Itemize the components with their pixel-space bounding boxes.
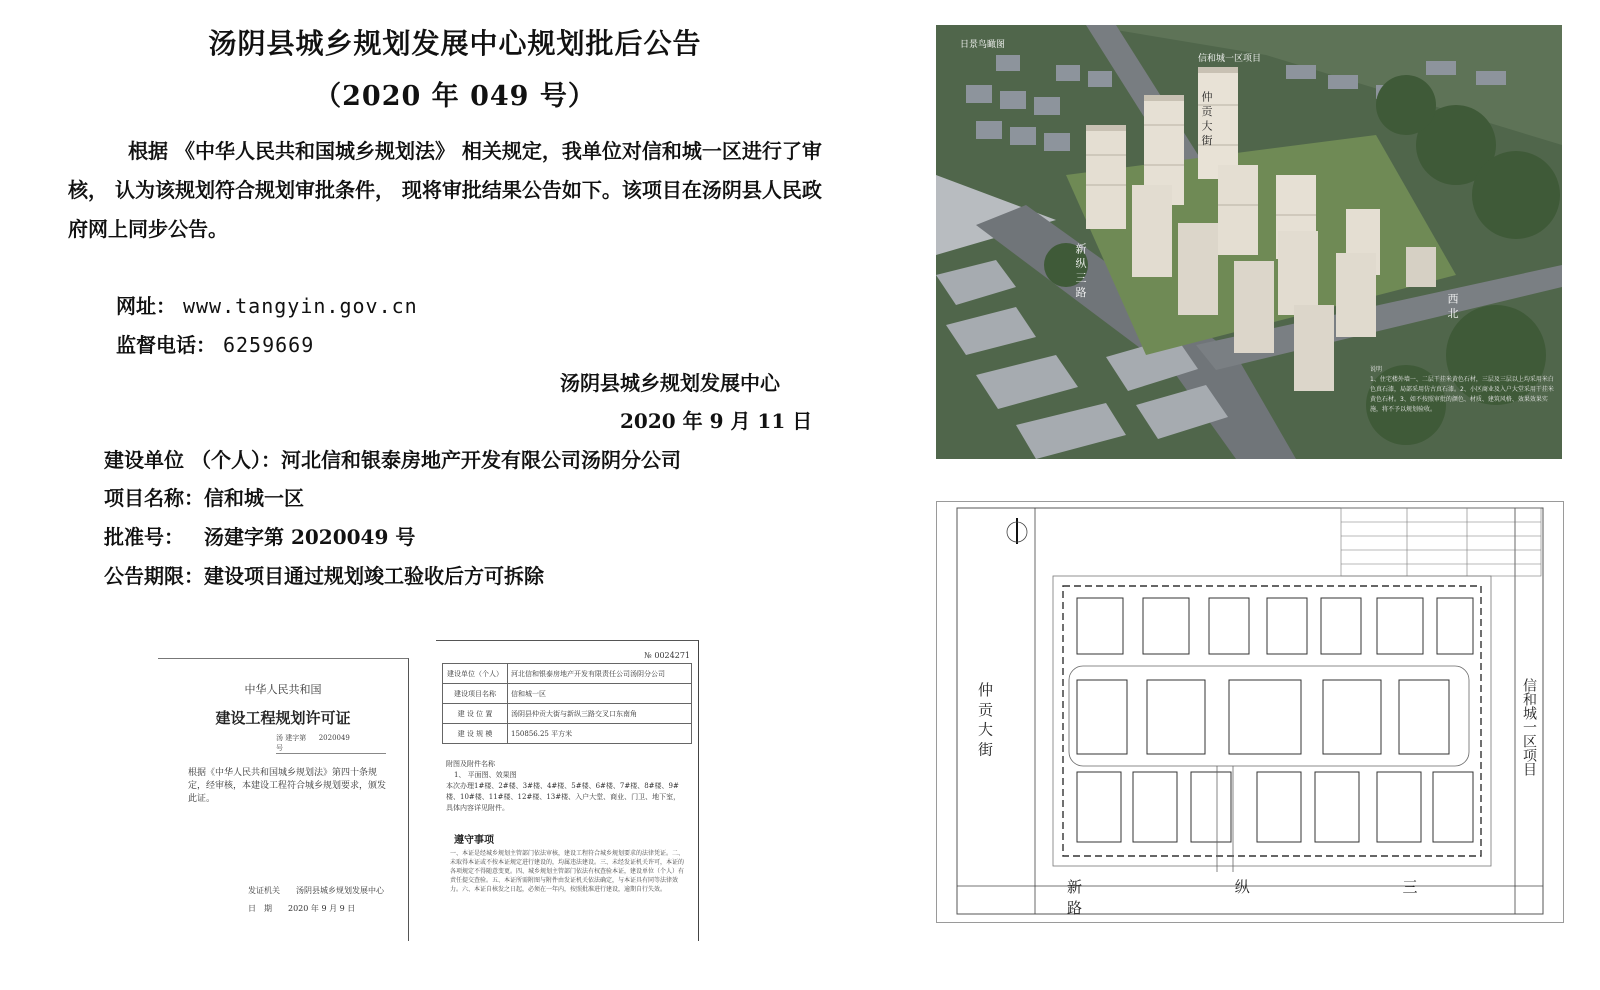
aerial-street-diagonal: 新 纵 三 路	[1074, 243, 1087, 298]
approval-label: 批准号：	[104, 525, 184, 549]
certificate-issuer-label: 发证机关	[248, 886, 280, 895]
notice-body-text: 根据 《中华人民共和国城乡规划法》 相关规定，我单位对信和城一区进行了审核， 认为该规划符合规划审批条件， 现将审批结果公告如下。该项目在汤阴县人民政府网上同步公告。	[68, 139, 822, 241]
approval-row	[104, 521, 415, 550]
builder-row	[104, 444, 681, 473]
certificate-serial: № 0024271	[644, 651, 690, 660]
site-plan	[936, 501, 1564, 923]
table-row	[443, 684, 692, 704]
certificate-issuer	[248, 885, 384, 896]
table-cell-key: 建 设 规 模	[443, 724, 508, 744]
aerial-notes-body: 1、住宅楼外墙一、二层干挂米黄色石材，三层及三层以上均采用米白色真石漆，局部采用仿古真石漆。2、小区商业及入户大堂采用干挂米黄色石材。3、如不按照审批的颜色、材质、建筑风格、效果效果实施，将不予以规划验收。	[1370, 376, 1554, 413]
approval-value: 汤建字第 2020049 号	[204, 525, 416, 549]
aerial-notes-title: 说明	[1370, 366, 1383, 373]
north-arrow-icon	[1007, 518, 1027, 544]
project-name-label: 项目名称：	[104, 486, 204, 510]
aerial-street-east: 西 北	[1446, 293, 1459, 319]
aerial-street-vertical: 仲 贡 大 街	[1200, 91, 1213, 146]
period-label: 公告期限：	[104, 564, 204, 588]
certificate-attachments	[446, 759, 686, 814]
building-footprints	[1077, 598, 1473, 842]
aerial-rendering	[936, 25, 1562, 459]
table-row	[443, 704, 692, 724]
builder-value: 河北信和银泰房地产开发有限公司汤阴分公司	[280, 448, 681, 472]
certificate-body: 根据《中华人民共和国城乡规划法》第四十条规定，经审核，本建设工程符合城乡规划要求，颁发此证。	[188, 768, 387, 804]
certificate-date-value: 2020 年 9 月 9 日	[288, 904, 356, 913]
certificate-number-prefix: 汤 建字第	[276, 734, 307, 742]
website-row	[116, 290, 418, 319]
aerial-caption: 日景鸟瞰图	[960, 40, 1006, 50]
certificate-cover	[158, 658, 409, 941]
certificate-title: 建设工程规划许可证	[215, 709, 351, 727]
certificate-country: 中华人民共和国	[244, 683, 322, 696]
phone-number: 6259669	[222, 333, 315, 357]
table-cell-key: 建设单位（个人）	[443, 664, 508, 684]
certificate-number-suffix: 号	[276, 744, 283, 752]
table-row	[443, 664, 692, 684]
notice-title: 汤阴县城乡规划发展中心规划批后公告	[208, 27, 702, 60]
plan-internal-roads	[1069, 666, 1469, 872]
table-cell-value: 150856.25 平方米	[508, 724, 692, 744]
table-cell-value: 汤阴县仲贡大街与新纵三路交叉口东南角	[508, 704, 692, 724]
project-name-value: 信和城一区	[204, 486, 304, 510]
website-link[interactable]: www.tangyin.gov.cn	[182, 294, 418, 318]
table-row	[443, 724, 692, 744]
permit-certificate	[158, 640, 714, 940]
notice-number: （2020 年 049 号）	[314, 81, 596, 112]
plan-street-west: 仲 贡 大 街	[976, 682, 994, 757]
period-row	[104, 560, 544, 589]
plan-project-label: 信和城一区项目	[1521, 678, 1537, 776]
period-value: 建设项目通过规划竣工验收后方可拆除	[204, 564, 544, 588]
aerial-notes	[1370, 365, 1554, 415]
plan-street-south: 新 纵 三 路	[1067, 878, 1492, 917]
phone-label: 监督电话：	[116, 333, 216, 357]
issuer-name: 汤阴县城乡规划发展中心	[560, 371, 780, 395]
table-cell-value: 河北信和银泰房地产开发有限责任公司汤阴分公司	[508, 664, 692, 684]
certificate-issuer-value: 汤阴县城乡规划发展中心	[296, 886, 384, 895]
certificate-notice: 一、本证是经城乡规划主管部门依法审核，建设工程符合城乡规划要求的法律凭证。二、未取得本证或不按本证规定进行建设的，均属违法建设。三、未经发证机关许可，本证的各项规定不得随意变更。四、城乡规划主管部门依法有权查验本证，建设单位（个人）有责任提交查验。五、本证所需附图与附件由发证机关依法确定，与本证具有同等法律效力。六、本证自核发之日起，必须在一年内，按照批准进行建设，逾期自行失效。	[450, 850, 685, 893]
builder-label: 建设单位 （个人）：	[104, 448, 281, 472]
certificate-number	[276, 733, 386, 754]
phone-row	[116, 329, 314, 358]
certificate-date	[248, 903, 355, 914]
attachments-detail: 本次办理1#楼、2#楼、3#楼、4#楼、5#楼、6#楼、7#楼、8#楼、9#楼、10#楼、11#楼、12#楼、13#楼、入户大堂、商业、门卫、地下室，具体内容详见附件。	[446, 782, 681, 812]
table-cell-key: 建 设 位 置	[443, 704, 508, 724]
website-label: 网址：	[116, 294, 176, 318]
notice-body	[68, 132, 828, 249]
certificate-table	[442, 663, 692, 744]
aerial-project-label: 信和城一区项目	[1198, 54, 1262, 64]
attachments-title: 附图及附件名称	[446, 760, 495, 768]
attachments-list: 1、 平面图、效果图	[454, 771, 517, 779]
legend-table	[1341, 508, 1541, 576]
certificate-details	[436, 640, 699, 941]
table-cell-value: 信和城一区	[508, 684, 692, 704]
certificate-notice-title: 遵守事项	[454, 835, 494, 846]
issue-date: 2020 年 9 月 11 日	[620, 409, 813, 433]
site-plan-drawing	[937, 502, 1563, 922]
certificate-number-value: 2020049	[318, 734, 350, 742]
certificate-date-label: 日 期	[248, 904, 272, 913]
project-name-row	[104, 482, 304, 511]
table-cell-key: 建设项目名称	[443, 684, 508, 704]
